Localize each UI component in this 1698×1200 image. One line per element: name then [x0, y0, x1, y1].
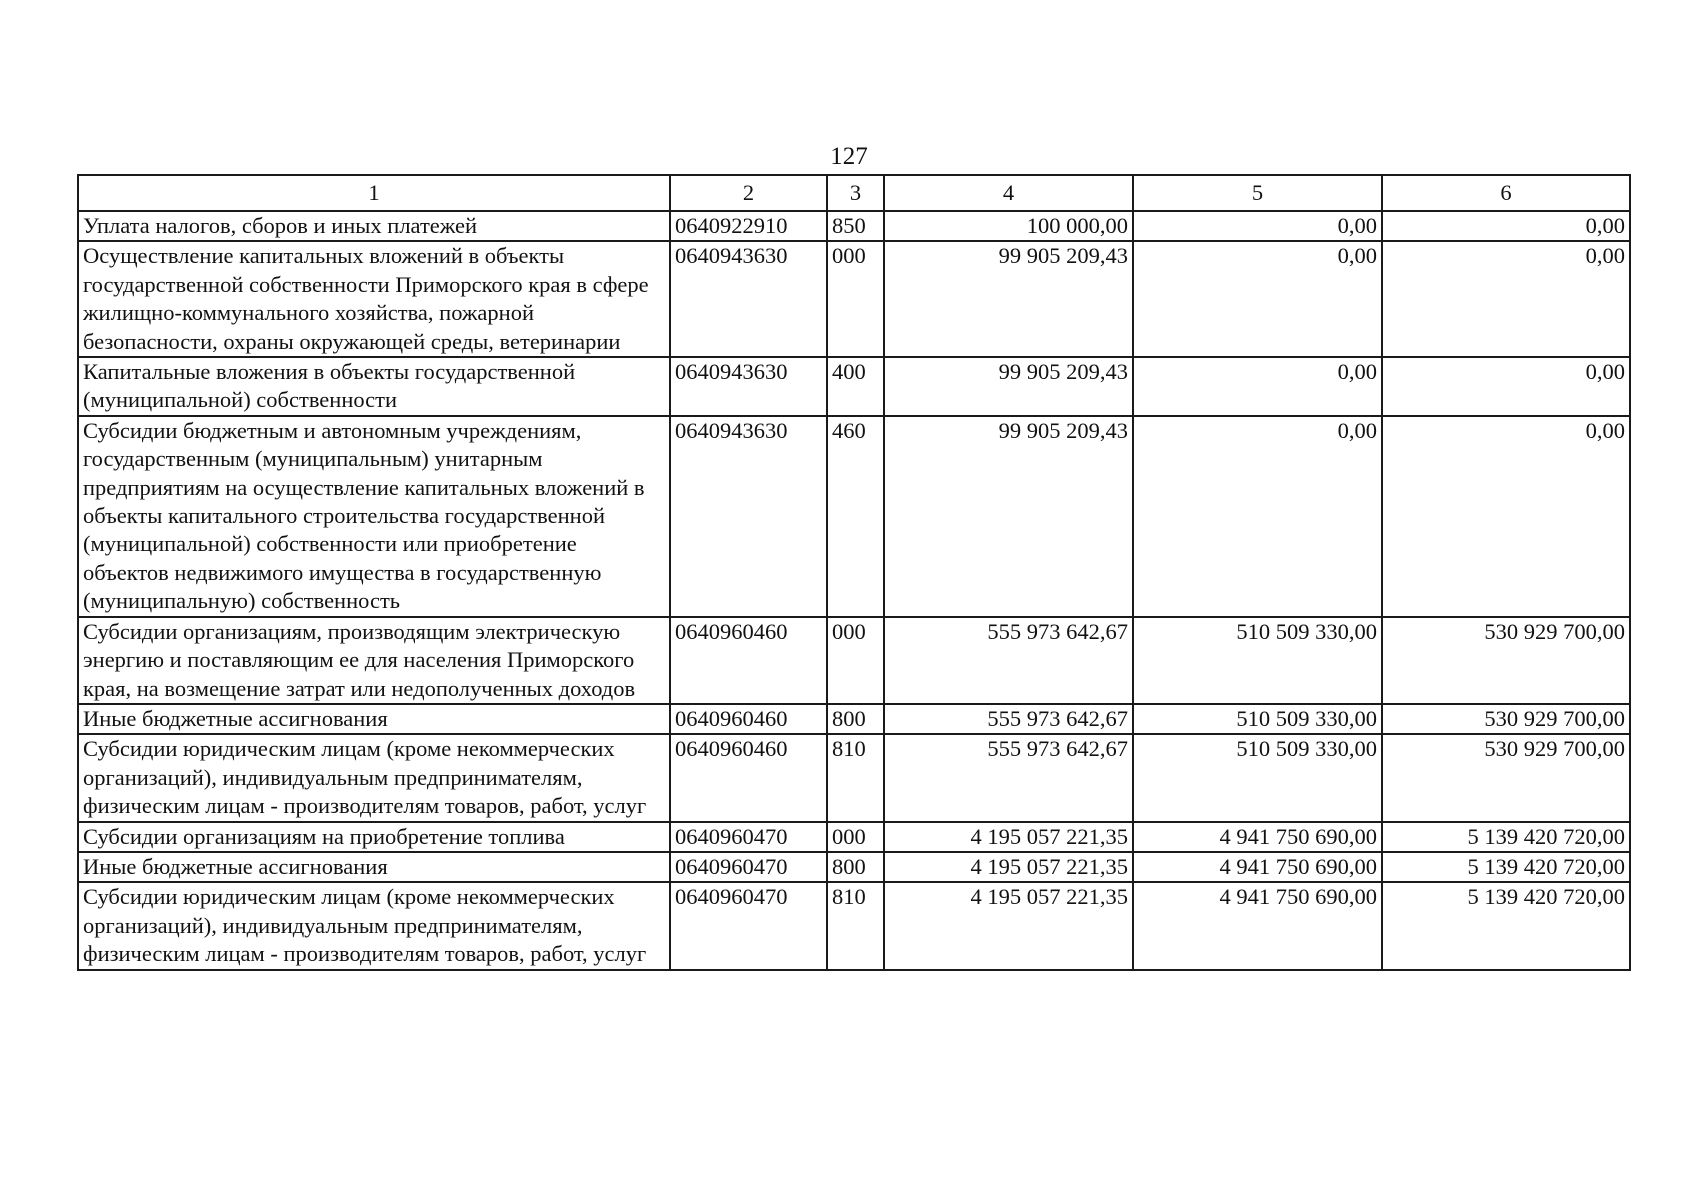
amount-column-4: 555 973 642,67 [884, 704, 1133, 734]
table-row [78, 357, 1630, 416]
table-row [78, 617, 1630, 704]
amount-column-5: 4 941 750 690,00 [1133, 822, 1382, 852]
expense-type-code: 000 [827, 822, 884, 852]
row-name: Субсидии бюджетным и автономным учреждениям, государственным (муниципальным) унитарным предприятиям на осуществление капитальных вложений в объекты капитального строительства государственной (муниципальной) собственности или приобретение объектов недвижимого имущества в государственную (муниципальную) собственность [78, 416, 670, 617]
target-code: 0640922910 [670, 211, 827, 241]
column-header: 2 [670, 175, 827, 211]
amount-column-6: 530 929 700,00 [1382, 704, 1630, 734]
amount-column-5: 0,00 [1133, 241, 1382, 357]
row-name: Субсидии организациям на приобретение топлива [78, 822, 670, 852]
row-name: Капитальные вложения в объекты государственной (муниципальной) собственности [78, 357, 670, 416]
expense-type-code: 850 [827, 211, 884, 241]
amount-column-5: 0,00 [1133, 211, 1382, 241]
amount-column-4: 99 905 209,43 [884, 416, 1133, 617]
row-name: Уплата налогов, сборов и иных платежей [78, 211, 670, 241]
target-code: 0640960460 [670, 734, 827, 821]
amount-column-5: 0,00 [1133, 416, 1382, 617]
row-name: Субсидии организациям, производящим электрическую энергию и поставляющим ее для населения Приморского края, на возмещение затрат или недополученных доходов [78, 617, 670, 704]
expense-type-code: 810 [827, 734, 884, 821]
table-row [78, 416, 1630, 617]
budget-table [77, 174, 1631, 971]
column-header: 4 [884, 175, 1133, 211]
amount-column-6: 0,00 [1382, 357, 1630, 416]
table-row [78, 852, 1630, 882]
header-row [78, 175, 1630, 211]
amount-column-6: 530 929 700,00 [1382, 734, 1630, 821]
column-header: 5 [1133, 175, 1382, 211]
row-name: Субсидии юридическим лицам (кроме некоммерческих организаций), индивидуальным предпринимателям, физическим лицам - производителям товаров, работ, услуг [78, 734, 670, 821]
amount-column-4: 555 973 642,67 [884, 734, 1133, 821]
row-name: Иные бюджетные ассигнования [78, 852, 670, 882]
amount-column-5: 4 941 750 690,00 [1133, 882, 1382, 969]
expense-type-code: 810 [827, 882, 884, 969]
amount-column-5: 510 509 330,00 [1133, 734, 1382, 821]
amount-column-4: 4 195 057 221,35 [884, 822, 1133, 852]
target-code: 0640960470 [670, 882, 827, 969]
amount-column-4: 4 195 057 221,35 [884, 852, 1133, 882]
expense-type-code: 800 [827, 704, 884, 734]
table-row [78, 704, 1630, 734]
table-row [78, 822, 1630, 852]
expense-type-code: 000 [827, 241, 884, 357]
expense-type-code: 800 [827, 852, 884, 882]
target-code: 0640960460 [670, 617, 827, 704]
amount-column-4: 99 905 209,43 [884, 357, 1133, 416]
amount-column-4: 4 195 057 221,35 [884, 882, 1133, 969]
target-code: 0640960470 [670, 852, 827, 882]
amount-column-6: 5 139 420 720,00 [1382, 852, 1630, 882]
target-code: 0640960460 [670, 704, 827, 734]
expense-type-code: 460 [827, 416, 884, 617]
target-code: 0640943630 [670, 241, 827, 357]
column-header: 1 [78, 175, 670, 211]
amount-column-4: 100 000,00 [884, 211, 1133, 241]
amount-column-6: 5 139 420 720,00 [1382, 882, 1630, 969]
amount-column-6: 530 929 700,00 [1382, 617, 1630, 704]
table-row [78, 734, 1630, 821]
target-code: 0640943630 [670, 416, 827, 617]
amount-column-5: 510 509 330,00 [1133, 704, 1382, 734]
amount-column-5: 4 941 750 690,00 [1133, 852, 1382, 882]
amount-column-4: 99 905 209,43 [884, 241, 1133, 357]
page-number: 127 [830, 143, 868, 170]
amount-column-5: 510 509 330,00 [1133, 617, 1382, 704]
amount-column-6: 0,00 [1382, 416, 1630, 617]
amount-column-6: 0,00 [1382, 211, 1630, 241]
row-name: Осуществление капитальных вложений в объекты государственной собственности Приморского края в сфере жилищно-коммунального хозяйства, пожарной безопасности, охраны окружающей среды, ветеринарии [78, 241, 670, 357]
expense-type-code: 000 [827, 617, 884, 704]
amount-column-4: 555 973 642,67 [884, 617, 1133, 704]
amount-column-6: 0,00 [1382, 241, 1630, 357]
row-name: Иные бюджетные ассигнования [78, 704, 670, 734]
expense-type-code: 400 [827, 357, 884, 416]
target-code: 0640943630 [670, 357, 827, 416]
column-header: 6 [1382, 175, 1630, 211]
table-row [78, 882, 1630, 969]
column-header: 3 [827, 175, 884, 211]
table-row [78, 241, 1630, 357]
amount-column-5: 0,00 [1133, 357, 1382, 416]
target-code: 0640960470 [670, 822, 827, 852]
row-name: Субсидии юридическим лицам (кроме некоммерческих организаций), индивидуальным предпринимателям, физическим лицам - производителям товаров, работ, услуг [78, 882, 670, 969]
table-row [78, 211, 1630, 241]
amount-column-6: 5 139 420 720,00 [1382, 822, 1630, 852]
